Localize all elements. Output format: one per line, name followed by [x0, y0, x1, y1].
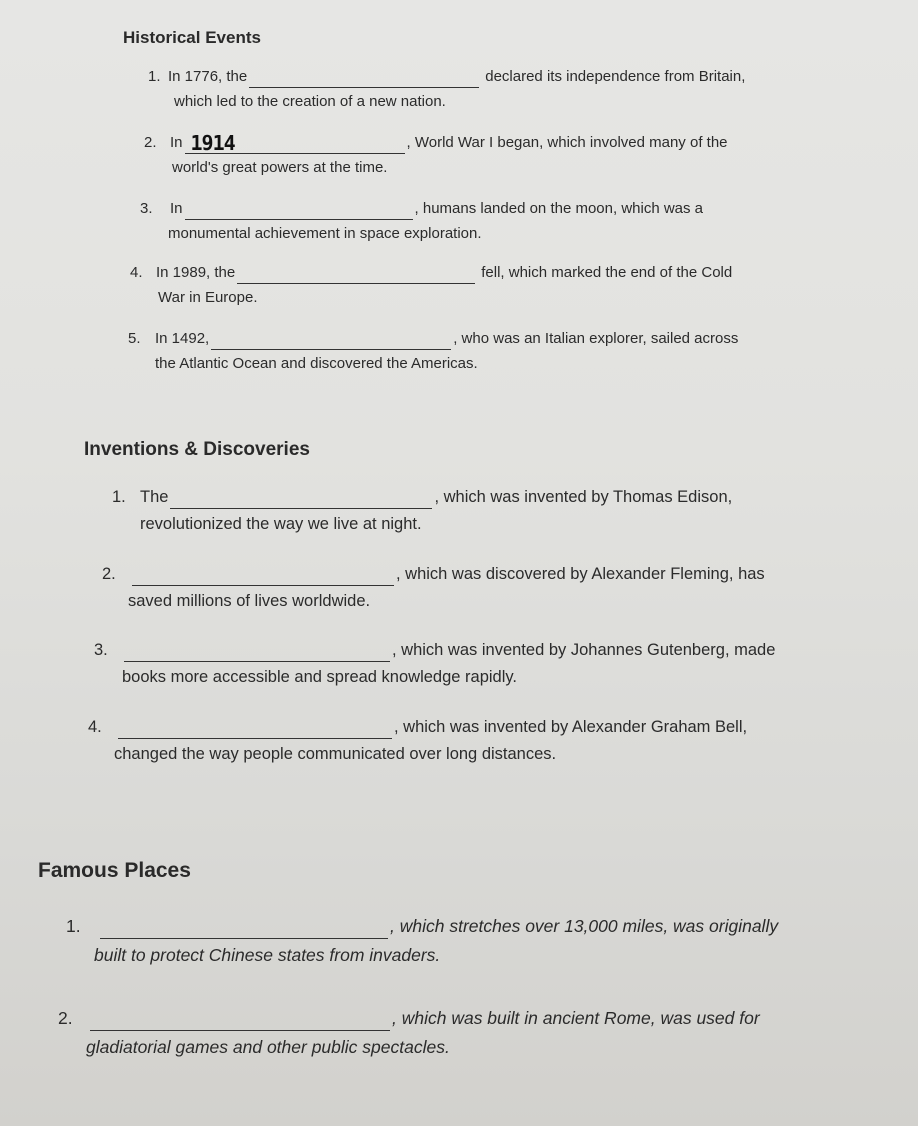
question-number: 2.	[102, 565, 116, 583]
question-text-after: , which was built in ancient Rome, was used for	[392, 1008, 760, 1028]
question-text-before: In 1492,	[155, 330, 210, 347]
answer-blank[interactable]	[118, 720, 392, 739]
question-text-cont: built to protect Chinese states from invaders.	[94, 945, 441, 965]
answer-blank[interactable]	[249, 69, 479, 88]
question-text-after: , which was invented by Alexander Graham Bell,	[394, 718, 748, 736]
question-number: 1.	[66, 916, 81, 936]
handwritten-answer: 1914	[190, 131, 235, 155]
question	[88, 715, 747, 766]
question-text-cont: world's great powers at the time.	[172, 159, 388, 176]
question-text-cont: monumental achievement in space exploration.	[168, 225, 482, 242]
question-text-cont: saved millions of lives worldwide.	[128, 592, 371, 610]
answer-blank[interactable]	[185, 201, 413, 220]
question-text-cont: gladiatorial games and other public spectacles.	[86, 1037, 450, 1057]
answer-blank[interactable]	[100, 920, 388, 939]
question-text-after: fell, which marked the end of the Cold	[481, 264, 733, 281]
question-text-after: , humans landed on the moon, which was a	[414, 200, 704, 217]
question-text-after: declared its independence from Britain,	[485, 68, 746, 85]
section-title: Inventions & Discoveries	[84, 439, 310, 460]
question-text-cont: the Atlantic Ocean and discovered the Americas.	[155, 355, 478, 372]
question-text-cont: revolutionized the way we live at night.	[140, 515, 422, 533]
question	[148, 66, 745, 113]
question-text-before: In 1989, the	[156, 264, 236, 281]
question	[130, 262, 732, 309]
question-text-after: , which stretches over 13,000 miles, was originally	[390, 916, 779, 936]
question	[66, 913, 778, 968]
question-number: 4.	[88, 718, 102, 736]
question	[112, 485, 732, 536]
question-number: 2.	[144, 134, 157, 151]
answer-blank[interactable]	[132, 567, 394, 586]
question-text-before: In 1776, the	[168, 68, 248, 85]
question-number: 1.	[148, 68, 161, 85]
question-text-before: In	[170, 200, 183, 217]
question-text-cont: books more accessible and spread knowledge rapidly.	[122, 668, 518, 686]
question	[144, 132, 728, 179]
question-text-after: , which was invented by Johannes Gutenberg, made	[392, 641, 776, 659]
question-number: 1.	[112, 488, 126, 506]
question	[128, 328, 738, 375]
question-number: 2.	[58, 1008, 73, 1028]
answer-blank[interactable]	[124, 643, 390, 662]
question-text-after: , which was discovered by Alexander Fleming, has	[396, 565, 765, 583]
section-title: Historical Events	[123, 28, 261, 47]
question-text-after: , who was an Italian explorer, sailed across	[453, 330, 739, 347]
question-number: 4.	[130, 264, 143, 281]
answer-blank[interactable]	[185, 131, 405, 155]
question-text-before: The	[140, 488, 169, 506]
section-title: Famous Places	[38, 859, 191, 882]
question-number: 5.	[128, 330, 141, 347]
question-text-after: , World War I began, which involved many of the	[406, 134, 728, 151]
question	[140, 198, 703, 245]
answer-blank[interactable]	[90, 1012, 390, 1031]
question-text-before: In	[170, 134, 183, 151]
question	[102, 562, 765, 613]
question-text-cont: War in Europe.	[158, 289, 258, 306]
answer-blank[interactable]	[211, 331, 451, 350]
question-number: 3.	[140, 200, 153, 217]
question	[94, 638, 775, 689]
question-text-after: , which was invented by Thomas Edison,	[434, 488, 733, 506]
answer-blank[interactable]	[170, 490, 432, 509]
question	[58, 1005, 760, 1060]
question-number: 3.	[94, 641, 108, 659]
question-text-cont: which led to the creation of a new nation.	[174, 93, 446, 110]
question-text-cont: changed the way people communicated over long distances.	[114, 745, 557, 763]
answer-blank[interactable]	[237, 265, 475, 284]
